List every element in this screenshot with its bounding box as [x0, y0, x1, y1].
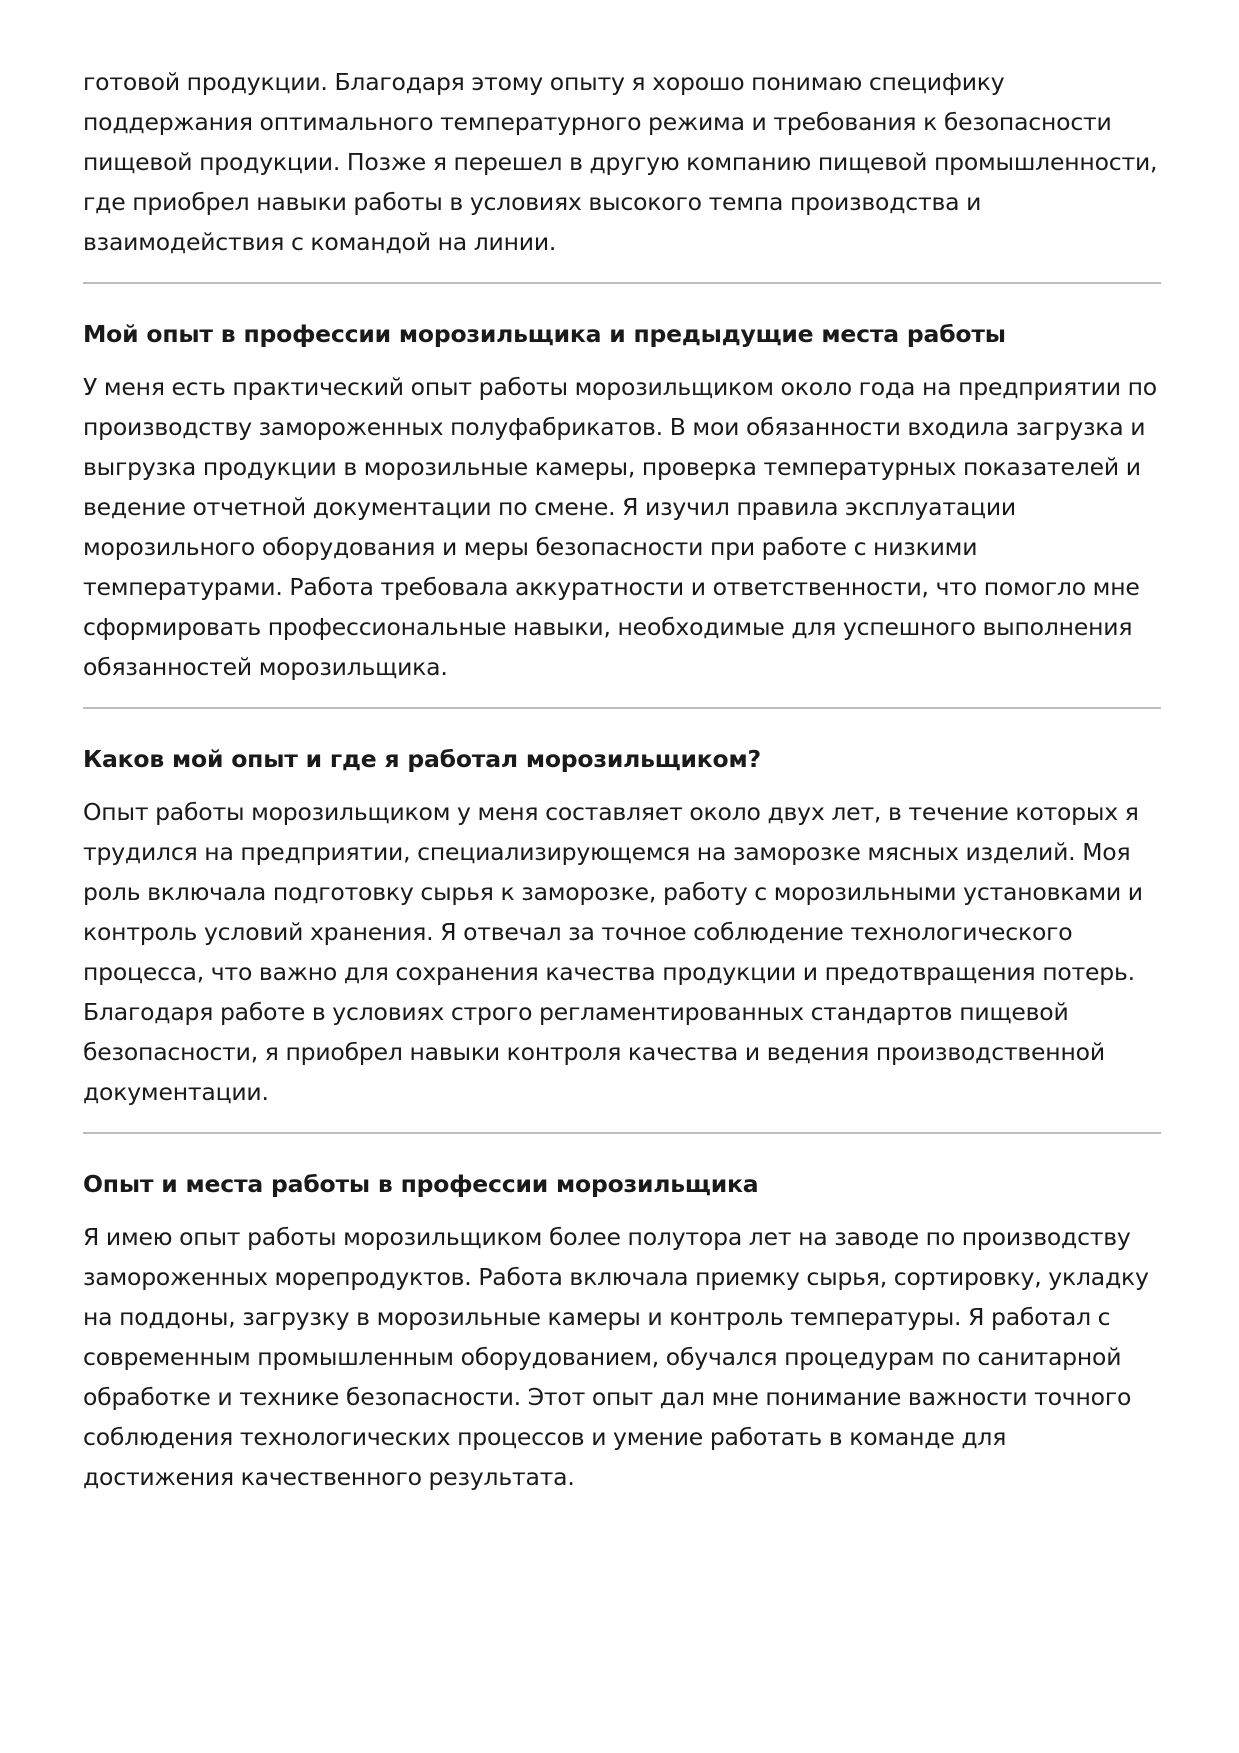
section-paragraph: Опыт работы морозильщиком у меня составляет около двух лет, в течение которых я трудился на предприятии, специализирующемся на заморозке мясных изделий. Моя роль включала подготовку сырья к заморозке, работу с морозильными установками и контроль условий хранения. Я отвечал за точное соблюдение технологического процесса, что важно для сохранения качества продукции и предотвращения потерь. Благодаря работе в условиях строго регламентированных стандартов пищевой безопасности, я приобрел навыки контроля качества и ведения производственной документации. [83, 798, 1143, 1106]
section-paragraph: Я имею опыт работы морозильщиком более полутора лет на заводе по производству замороженных морепродуктов. Работа включала приемку сырья, сортировку, укладку на поддоны, загрузку в морозильные камеры и контроль температуры. Я работал с современным промышленным оборудованием, обучался процедурам по санитарной обработке и технике безопасности. Этот опыт дал мне понимание важности точного соблюдения технологических процессов и умение работать в команде для достижения качественного результата. [83, 1223, 1149, 1491]
section-experience-previous-jobs [83, 317, 1161, 687]
section-divider [83, 707, 1161, 709]
document-page [83, 62, 1161, 1497]
section-title: Опыт и места работы в профессии морозильщика [83, 1170, 759, 1198]
section-title: Каков мой опыт и где я работал морозильщиком? [83, 745, 761, 773]
section-divider [83, 1132, 1161, 1134]
section-paragraph: У меня есть практический опыт работы морозильщиком около года на предприятии по производству замороженных полуфабрикатов. В мои обязанности входила загрузка и выгрузка продукции в морозильные камеры, проверка температурных показателей и ведение отчетной документации по смене. Я изучил правила эксплуатации морозильного оборудования и меры безопасности при работе с низкими температурами. Работа требовала аккуратности и ответственности, что помогло мне сформировать профессиональные навыки, необходимые для успешного выполнения обязанностей морозильщика. [83, 373, 1157, 681]
section-experience-places [83, 1167, 1161, 1497]
section-divider [83, 282, 1161, 284]
section-title: Мой опыт в профессии морозильщика и предыдущие места работы [83, 320, 1006, 348]
section-where-worked [83, 742, 1161, 1112]
intro-paragraph: готовой продукции. Благодаря этому опыту я хорошо понимаю специфику поддержания оптимального температурного режима и требования к безопасности пищевой продукции. Позже я перешел в другую компанию пищевой промышленности, где приобрел навыки работы в условиях высокого темпа производства и взаимодействия с командой на линии. [83, 68, 1158, 256]
